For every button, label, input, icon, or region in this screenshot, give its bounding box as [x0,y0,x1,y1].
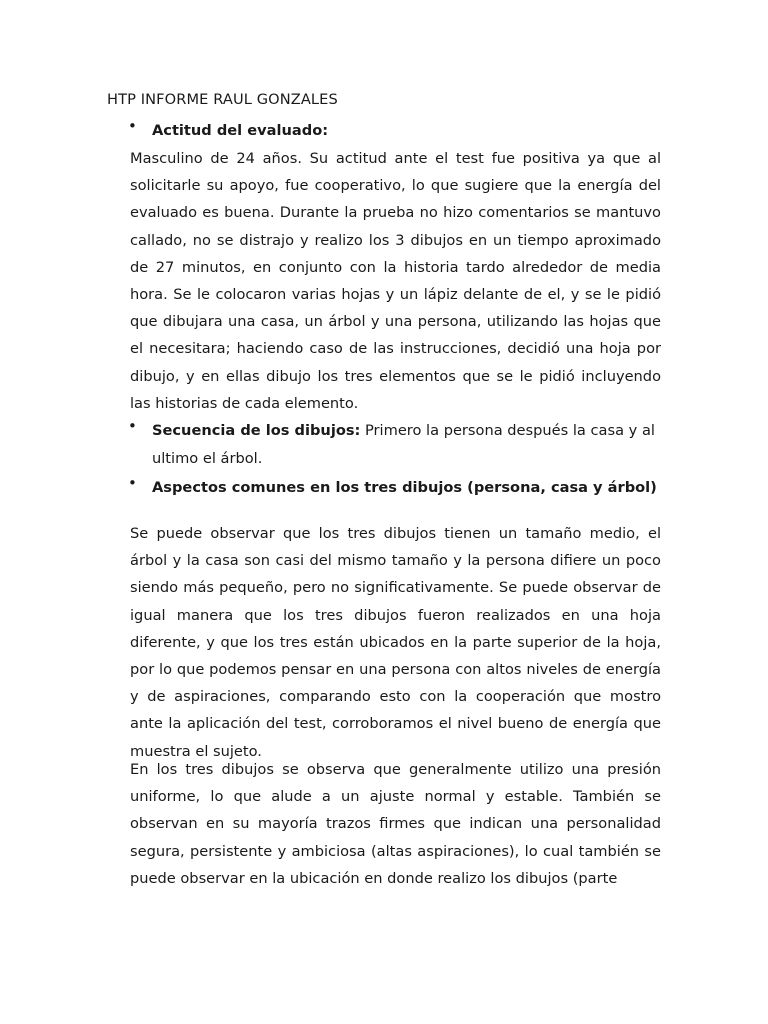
bullet-secuencia [130,417,662,473]
document-title: HTP INFORME RAUL GONZALES [107,91,338,108]
secuencia-body: Primero la persona después la casa y al ultimo el árbol. [152,422,655,467]
heading-aspectos: Aspectos comunes en los tres dibujos (persona, casa y árbol) [152,479,657,496]
paragraph-aspectos-2: En los tres dibujos se observa que generalmente utilizo una presión uniforme, lo que alude a un ajuste normal y estable. También se observan en su mayoría trazos firmes que indican una personalidad segura, persistente y ambiciosa (altas aspiraciones), lo cual también se puede observar en la ubicación en donde realizo los dibujos (parte [130,761,661,887]
bullet-icon: • [128,474,137,492]
heading-actitud: Actitud del evaluado: [152,122,329,139]
bullet-icon: • [128,417,137,435]
paragraph-actitud: Masculino de 24 años. Su actitud ante el test fue positiva ya que al solicitarle su apoyo, fue cooperativo, lo que sugiere que la energía del evaluado es buena. Durante la prueba no hizo comentarios se mantuvo callado, no se distrajo y realizo los 3 dibujos en un tiempo aproximado de 27 minutos, en conjunto con la historia tardo alrededor de media hora. Se le colocaron varias hojas y un lápiz delante de el, y se le pidió que dibujara una casa, un árbol y una persona, utilizando las hojas que el necesitara; haciendo caso de las instrucciones, decidió una hoja por dibujo, y en ellas dibujo los tres elementos que se le pidió incluyendo las historias de cada elemento. [130,150,661,412]
bullet-icon: • [128,117,137,135]
secuencia-text [152,417,662,473]
bullet-actitud [130,117,662,144]
paragraph-aspectos-1: Se puede observar que los tres dibujos tienen un tamaño medio, el árbol y la casa son casi del mismo tamaño y la persona difiere un poco siendo más pequeño, pero no significativamente. Se puede observar de igual manera que los tres dibujos fueron realizados en una hoja diferente, y que los tres están ubicados en la parte superior de la hoja, por lo que podemos pensar en una persona con altos niveles de energía y de aspiraciones, comparando esto con la cooperación que mostro ante la aplicación del test, corroboramos el nivel bueno de energía que muestra el sujeto. [130,525,661,760]
bullet-aspectos [130,474,662,501]
heading-secuencia: Secuencia de los dibujos: [152,422,361,439]
